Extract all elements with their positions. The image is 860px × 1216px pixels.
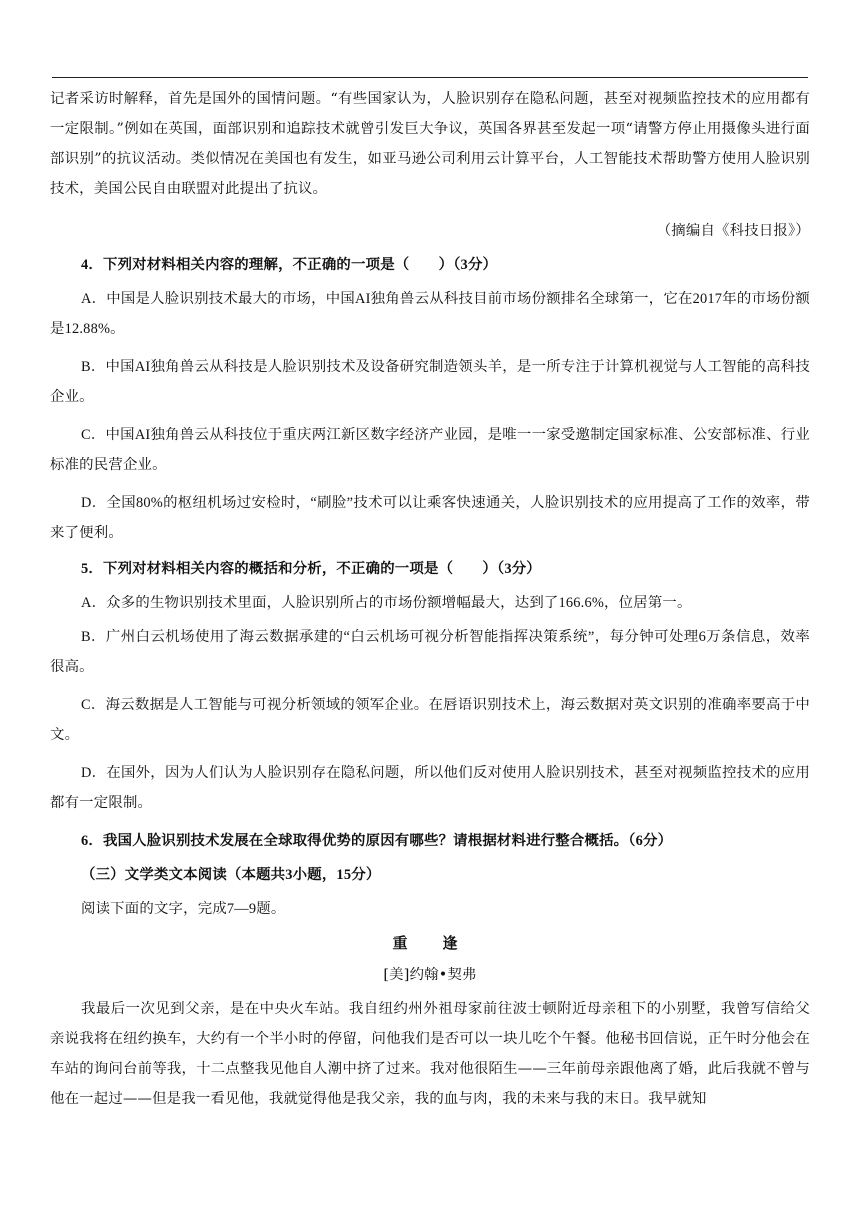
section-3-heading: （三）文学类文本阅读（本题共3小题，15分）: [81, 867, 381, 883]
story-text: 我最后一次见到父亲，是在中央火车站。我自纽约州外祖母家前往波士顿附近母亲租下的小别墅，我曾写信给父亲说我将在纽约换车，大约有一个半小时的停留，问他我们是否可以一块儿吃个午餐。他秘书回信说，正午时分他会在车站的询问台前等我，十二点整我见他自人潮中挤了过来。我对他很陌生——三年前母亲跟他离了婚，此后我就不曾与他在一起过——但是我一看见他，我就觉得他是我父亲，我的血与肉，我的未来与我的末日。我早就知: [50, 1001, 810, 1107]
question-5-option-c: C．海云数据是人工智能与可视分析领域的领军企业。在唇语识别技术上，海云数据对英文识别的准确率要高于中文。: [50, 697, 810, 743]
question-5-option-d: D．在国外，因为人们认为人脸识别存在隐私问题，所以他们反对使用人脸识别技术，甚至对视频监控技术的应用都有一定限制。: [50, 765, 810, 811]
question-6: 6．我国人脸识别技术发展在全球取得优势的原因有哪些？请根据材料进行整合概括。（6分）: [81, 833, 673, 849]
reading-instruction: 阅读下面的文字，完成7—9题。: [81, 901, 286, 917]
question-4-stem: 4．下列对材料相关内容的理解，不正确的一项是（ ）（3分）: [81, 257, 498, 273]
passage-end: 记者采访时解释，首先是国外的国情问题。“有些国家认为，人脸识别存在隐私问题，甚至对视频监控技术的应用都有一定限制。”例如在英国，面部识别和追踪技术就曾引发巨大争议，英国各界甚至发起一项“请警方停止用摄像头进行面部识别”的抗议活动。类似情况在美国也有发生，如亚马逊公司利用云计算平台，人工智能技术帮助警方使用人脸识别技术，美国公民自由联盟对此提出了抗议。: [50, 91, 810, 197]
question-4-option-a: A．中国是人脸识别技术最大的市场，中国AI独角兽云从科技目前市场份额排名全球第一，它在2017年的市场份额是12.88%。: [50, 291, 810, 337]
question-4-option-d: D．全国80%的枢纽机场过安检时，“刷脸”技术可以让乘客快速通关，人脸识别技术的应用提高了工作的效率，带来了便利。: [50, 495, 810, 541]
question-5-option-b: B．广州白云机场使用了海云数据承建的“白云机场可视分析智能指挥决策系统”，每分钟可处理6万条信息，效率很高。: [50, 629, 810, 675]
question-5-stem: 5．下列对材料相关内容的概括和分析，不正确的一项是（ ）（3分）: [81, 561, 541, 577]
story-author: [美]约翰•契弗: [383, 967, 477, 983]
question-5-option-a: A．众多的生物识别技术里面，人脸识别所占的市场份额增幅最大，达到了166.6%，位居第一。: [81, 595, 692, 611]
question-4-option-c: C．中国AI独角兽云从科技位于重庆两江新区数字经济产业园，是唯一一家受邀制定国家标准、公安部标准、行业标准的民营企业。: [50, 427, 810, 473]
question-4-option-b: B．中国AI独角兽云从科技是人脸识别技术及设备研究制造领头羊，是一所专注于计算机视觉与人工智能的高科技企业。: [50, 359, 810, 405]
source-citation: （摘编自《科技日报》）: [656, 223, 810, 239]
header-rule: [52, 77, 808, 78]
story-title: 重 逢: [392, 934, 468, 952]
